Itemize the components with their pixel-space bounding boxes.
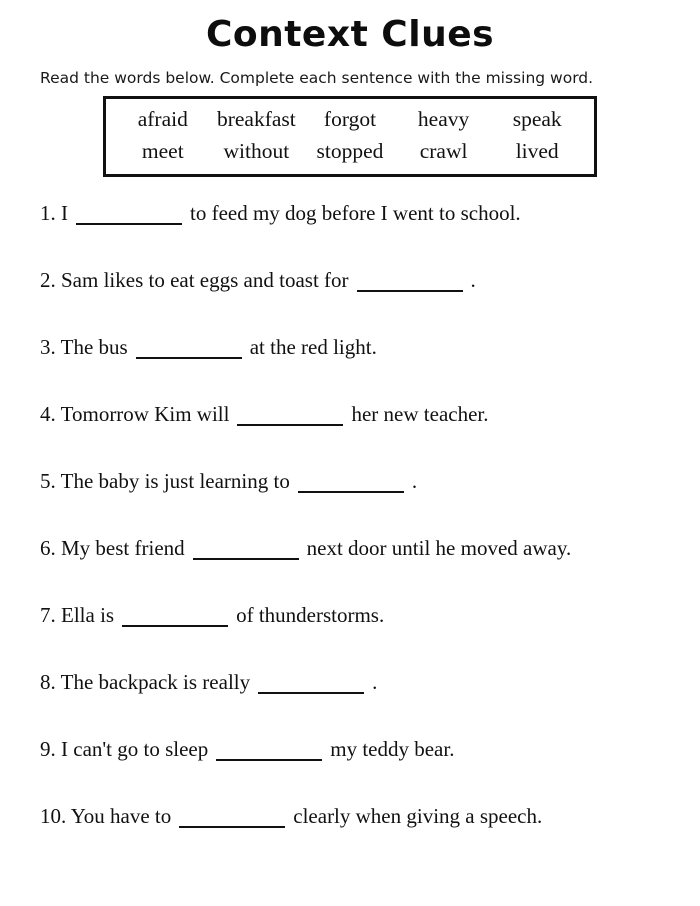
sentence-9 — [40, 735, 700, 763]
word-bank-row-1 — [116, 103, 584, 135]
sentence-2 — [40, 266, 700, 294]
page-title: Context Clues — [205, 14, 495, 55]
sentence-7 — [40, 601, 700, 629]
answer-blank-10[interactable] — [179, 826, 285, 828]
sentence-text-after: . — [470, 268, 476, 292]
word-bank-word: crawl — [419, 139, 468, 163]
sentence-text-after: of thunderstorms. — [236, 603, 385, 627]
sentence-text-after: my teddy bear. — [330, 737, 455, 761]
sentence-text-after: to feed my dog before I went to school. — [190, 201, 521, 225]
sentence-text-after: at the red light. — [249, 335, 377, 359]
sentence-text-before: 2. Sam likes to eat eggs and toast for — [40, 268, 349, 292]
word-bank-word: heavy — [417, 107, 470, 131]
answer-blank-6[interactable] — [193, 558, 299, 560]
sentence-text-after: . — [411, 469, 418, 493]
sentence-text-before: 3. The bus — [40, 335, 128, 359]
sentence-3 — [40, 333, 700, 361]
answer-blank-4[interactable] — [237, 424, 343, 426]
sentence-text-before: 4. Tomorrow Kim will — [40, 402, 230, 426]
sentence-text-before: 9. I can't go to sleep — [40, 737, 209, 761]
instructions-text: Read the words below. Complete each sentence with the missing word. — [40, 69, 594, 87]
answer-blank-1[interactable] — [76, 223, 182, 225]
answer-blank-3[interactable] — [136, 357, 242, 359]
sentence-list — [40, 199, 700, 830]
answer-blank-9[interactable] — [216, 759, 322, 761]
word-bank-word: breakfast — [216, 107, 296, 131]
word-bank-box — [103, 96, 597, 177]
sentence-text-after: clearly when giving a speech. — [293, 804, 543, 828]
sentence-1 — [40, 199, 700, 227]
sentence-6 — [40, 534, 700, 562]
sentence-8 — [40, 668, 700, 696]
sentence-4 — [40, 400, 700, 428]
sentence-text-after: her new teacher. — [351, 402, 489, 426]
answer-blank-7[interactable] — [122, 625, 228, 627]
sentence-text-before: 6. My best friend — [40, 536, 185, 560]
sentence-text-before: 10. You have to — [40, 804, 172, 828]
sentence-10 — [40, 802, 700, 830]
sentence-text-after: . — [372, 670, 378, 694]
sentence-text-before: 8. The backpack is really — [40, 670, 251, 694]
word-bank-word: without — [223, 139, 290, 163]
word-bank-word: forgot — [323, 107, 377, 131]
word-bank-word: speak — [512, 107, 562, 131]
sentence-text-before: 5. The baby is just learning to — [40, 469, 290, 493]
sentence-text-before: 7. Ella is — [40, 603, 115, 627]
word-bank-word: lived — [515, 139, 559, 163]
answer-blank-8[interactable] — [258, 692, 364, 694]
answer-blank-5[interactable] — [298, 491, 404, 493]
word-bank-word: afraid — [137, 107, 188, 131]
sentence-5 — [40, 467, 700, 495]
answer-blank-2[interactable] — [357, 290, 463, 292]
sentence-text-before: 1. I — [40, 201, 68, 225]
word-bank-word: meet — [141, 139, 184, 163]
word-bank-word: stopped — [316, 139, 384, 163]
sentence-text-after: next door until he moved away. — [306, 536, 572, 560]
word-bank-row-2 — [116, 135, 584, 167]
